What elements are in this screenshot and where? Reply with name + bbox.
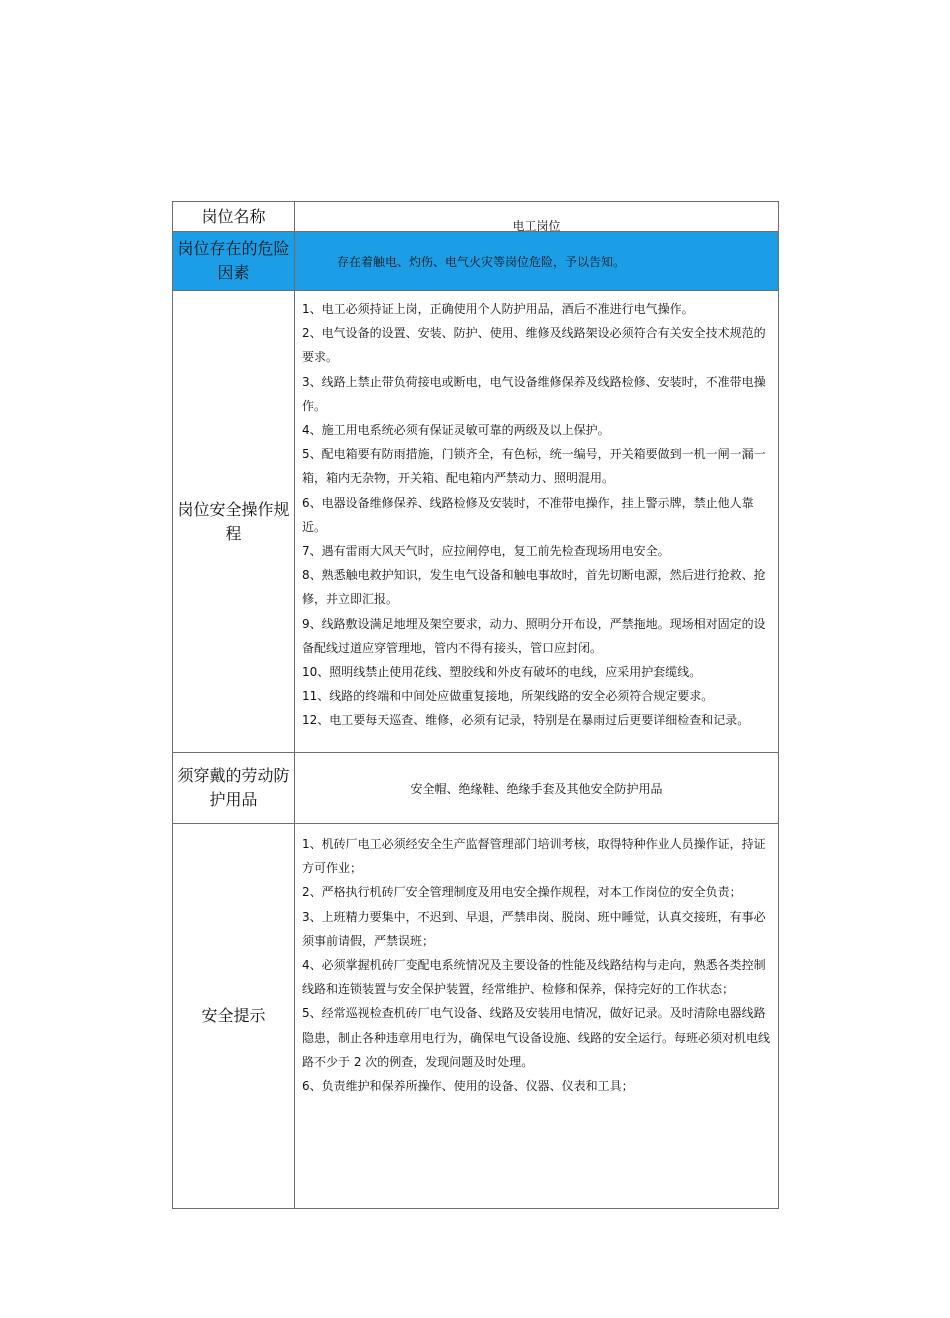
hazards-value: 存在着触电、灼伤、电气火灾等岗位危险，予以告知。 (295, 232, 779, 291)
list-item: 5、配电箱要有防雨措施，门锁齐全，有色标，统一编号，开关箱要做到一机一闸一漏一箱，箱内无杂物，开关箱、配电箱内严禁动力、照明混用。 (302, 447, 766, 486)
procedures-list (295, 291, 778, 733)
safety-table (172, 201, 779, 1209)
row-post-name (173, 202, 779, 232)
row-ppe (173, 753, 779, 824)
list-item: 4、必须掌握机砖厂变配电系统情况及主要设备的性能及线路结构与走向，熟悉各类控制线路和连锁装置与安全保护装置，经常维护、检修和保养，保持完好的工作状态； (302, 958, 766, 997)
list-item: 4、施工用电系统必须有保证灵敏可靠的两级及以上保护。 (302, 423, 610, 438)
ppe-value: 安全帽、绝缘鞋、绝缘手套及其他安全防护用品 (410, 781, 663, 796)
safety-info-card (172, 201, 779, 1209)
list-item: 9、线路敷设满足地埋及架空要求，动力、照明分开布设，严禁拖地。现场相对固定的设备配线过道应穿管理地，管内不得有接头，管口应封闭。 (302, 616, 766, 655)
list-item: 6、负责维护和保养所操作、使用的设备、仪器、仪表和工具； (302, 1079, 634, 1094)
list-item: 3、线路上禁止带负荷接电或断电，电气设备维修保养及线路检修、安装时，不准带电操作。 (302, 374, 766, 413)
row-safety-tips (173, 824, 779, 1209)
post-name-value: 电工岗位 (512, 219, 561, 233)
safety-tips-label: 安全提示 (173, 824, 295, 1209)
ppe-label: 须穿戴的劳动防护用品 (173, 753, 295, 824)
ppe-value-cell (295, 753, 779, 824)
hazards-label: 岗位存在的危险因素 (173, 232, 295, 291)
list-item: 5、经常巡视检查机砖厂电气设备、线路及安装用电情况，做好记录。及时清除电器线路隐患，制止各种违章用电行为，确保电气设备设施、线路的安全运行。每班必须对机电线路不少于 2 次的例查，发现问题及时处理。 (302, 1006, 771, 1069)
list-item: 1、机砖厂电工必须经安全生产监督管理部门培训考核，取得特种作业人员操作证，持证方可作业； (302, 837, 766, 876)
list-item: 12、电工要每天巡查、维修，必须有记录，特别是在暴雨过后更要详细检查和记录。 (302, 713, 750, 728)
safety-tips-cell (295, 824, 779, 1209)
list-item: 7、遇有雷雨大风天气时，应拉闸停电，复工前先检查现场用电安全。 (302, 544, 670, 559)
procedures-cell (295, 291, 779, 753)
row-operating-procedures (173, 291, 779, 753)
row-hazards (173, 232, 779, 291)
list-item: 1、电工必须持证上岗，正确使用个人防护用品，酒后不准进行电气操作。 (302, 302, 694, 316)
list-item: 2、严格执行机砖厂安全管理制度及用电安全操作规程，对本工作岗位的安全负责； (302, 885, 742, 900)
procedures-label: 岗位安全操作规程 (173, 291, 295, 753)
post-name-label: 岗位名称 (173, 202, 295, 232)
list-item: 2、电气设备的设置、安装、防护、使用、维修及线路架设必须符合有关安全技术规范的要求。 (302, 326, 766, 365)
list-item: 8、熟悉触电救护知识，发生电气设备和触电事故时，首先切断电源，然后进行抢救、抢修，并立即汇报。 (302, 568, 766, 607)
post-name-value-cell (295, 202, 779, 232)
safety-tips-list (295, 824, 778, 1098)
list-item: 6、电器设备维修保养、线路检修及安装时，不准带电操作，挂上警示牌，禁止他人靠近。 (302, 495, 754, 534)
list-item: 10、照明线禁止使用花线、塑胶线和外皮有破坏的电线，应采用护套缆线。 (302, 665, 702, 680)
list-item: 3、上班精力要集中，不迟到、早退，严禁串岗、脱岗、班中睡觉，认真交接班，有事必须事前请假，严禁误班； (302, 909, 766, 948)
list-item: 11、线路的终端和中间处应做重复接地，所架线路的安全必须符合规定要求。 (302, 689, 714, 704)
